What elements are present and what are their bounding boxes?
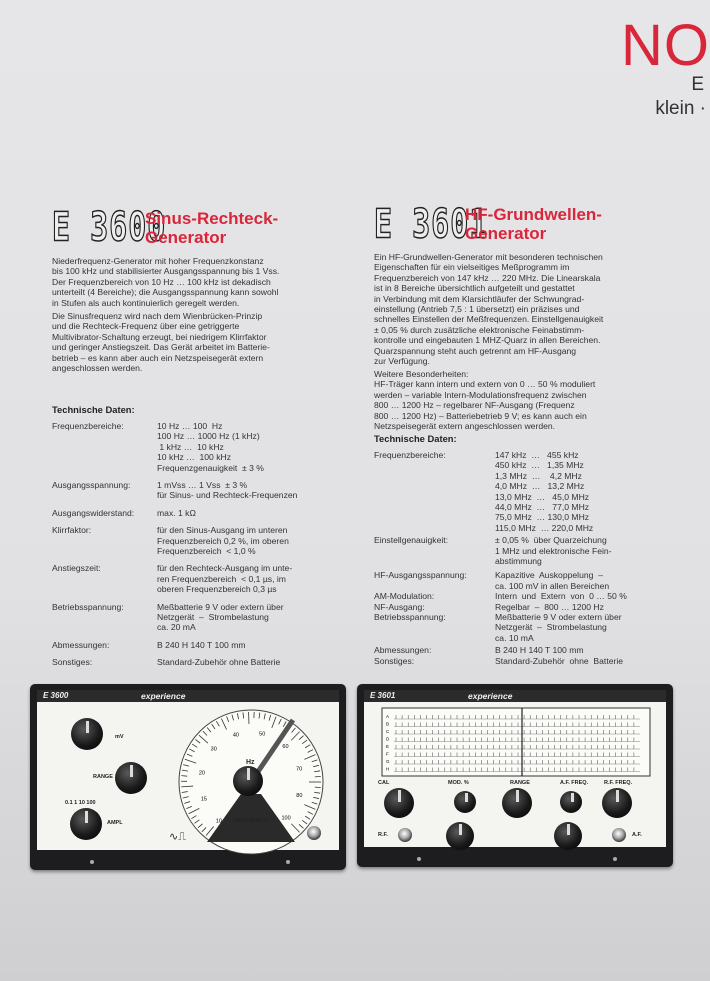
spec-label: AM-Modulation: bbox=[374, 591, 435, 602]
e3600-amplitude-knob[interactable] bbox=[70, 808, 102, 840]
e3601-range-knob[interactable] bbox=[502, 788, 532, 818]
spec-value: 10 Hz … 100 Hz bbox=[157, 421, 223, 431]
dial-number: 70 bbox=[296, 766, 303, 773]
dial-number: 15 bbox=[200, 796, 207, 803]
spec-label: Klirrfaktor: bbox=[52, 525, 92, 536]
spec-label: Frequenzbereiche: bbox=[52, 421, 124, 431]
dial-number: 100 bbox=[281, 815, 291, 822]
e3600-screw bbox=[286, 860, 290, 864]
subheading-line2-fragment: klein · bbox=[655, 98, 706, 119]
spec-value: Meßbatterie 9 V oder extern über bbox=[157, 601, 284, 612]
spec-value: Netzgerät – Strombelastung bbox=[495, 622, 607, 633]
e3601-rf-label: R.F. bbox=[378, 832, 388, 838]
spec-value: für den Rechteck-Ausgang im unte- bbox=[157, 563, 293, 574]
spec-value: 147 kHz … 455 kHz bbox=[495, 450, 579, 460]
e3600-title-line2: Generator bbox=[145, 228, 227, 247]
e3600-ampl-label: AMPL bbox=[107, 820, 123, 826]
band-letter: A bbox=[386, 714, 390, 719]
e3601-title bbox=[465, 205, 602, 243]
spec-label: Ausgangsspannung: bbox=[52, 480, 131, 490]
dial-number: 50 bbox=[259, 731, 266, 738]
e3600-front-panel bbox=[37, 690, 339, 850]
subheading-line1-fragment: E bbox=[691, 74, 704, 95]
spec-value: Frequenzgenauigkeit ± 3 % bbox=[157, 462, 264, 473]
description-line: und geringer Anstiegszeit. Das Gerät arbeitet im Batterie- bbox=[52, 342, 270, 353]
e3600-output-step-knob[interactable] bbox=[71, 718, 103, 750]
dial-number: 40 bbox=[232, 732, 239, 739]
dial-number: 60 bbox=[282, 743, 289, 750]
spec-value: 450 kHz … 1,35 MHz bbox=[495, 460, 584, 471]
band-letter: B bbox=[386, 721, 390, 727]
description-line: Ein HF-Grundwellen-Generator mit besonderen technischen bbox=[374, 252, 603, 262]
e3600-strip-brand: experience bbox=[141, 691, 186, 701]
description-line: Quarzspannung steht auch getrennt am HF-Ausgang bbox=[374, 345, 577, 356]
description-line: zur Verfügung. bbox=[374, 356, 430, 367]
e3600-output-jack[interactable] bbox=[307, 826, 321, 840]
spec-value: 75,0 MHz … 130,0 MHz bbox=[495, 512, 590, 523]
spec-value: 13,0 MHz … 45,0 MHz bbox=[495, 491, 590, 502]
spec-label: Betriebsspannung: bbox=[374, 612, 446, 622]
e3600-description-2 bbox=[52, 311, 332, 373]
e3600-range-marks: 0.1 1 10 100 bbox=[65, 800, 96, 806]
description-line: kontrolle und eingebauten 1 MHZ-Quarz in allen Bereichen. bbox=[374, 335, 601, 346]
spec-value: 1,3 MHz … 4,2 MHz bbox=[495, 470, 582, 481]
description-line: unterteilt (4 Bereiche); die Ausgangsspannung kann sowohl bbox=[52, 287, 279, 298]
dial-number: 10 bbox=[215, 818, 222, 825]
spec-value: Kapazitive Auskoppelung – bbox=[495, 570, 603, 581]
description-line: HF-Träger kann intern und extern von 0 … 50 % moduliert bbox=[374, 379, 596, 390]
e3601-mod-knob[interactable] bbox=[454, 791, 476, 813]
dial-number: 30 bbox=[210, 746, 217, 753]
description-line: und die Rechteck-Frequenz über eine getriggerte bbox=[52, 321, 240, 332]
spec-label: Einstellgenauigkeit: bbox=[374, 535, 449, 546]
e3601-description-2 bbox=[374, 369, 674, 431]
e3601-brand-strip bbox=[364, 690, 666, 702]
description-line: Die Sinusfrequenz wird nach dem Wienbrücken-Prinzip bbox=[52, 311, 263, 321]
e3600-device-photo bbox=[30, 684, 346, 870]
e3601-title-line2: Generator bbox=[465, 224, 547, 243]
e3601-cal-knob[interactable] bbox=[384, 788, 414, 818]
spec-value: 4,0 MHz … 13,2 MHz bbox=[495, 481, 585, 492]
description-line: einstellung (Antrieb 7,5 : 1 übersetzt) ein präzises und bbox=[374, 304, 580, 315]
spec-value: ca. 20 mA bbox=[157, 622, 196, 633]
e3601-output-knob[interactable] bbox=[554, 822, 582, 850]
spec-value: B 240 H 140 T 100 mm bbox=[157, 639, 246, 650]
e3601-description bbox=[374, 252, 674, 366]
spec-value: oberen Frequenzbereich 0,3 µs bbox=[157, 584, 277, 595]
e3600-range-knob[interactable] bbox=[115, 762, 147, 794]
e3601-af-freq-knob[interactable] bbox=[560, 791, 582, 813]
e3600-brand-strip bbox=[37, 690, 339, 702]
spec-value: für den Sinus-Ausgang im unteren bbox=[157, 525, 288, 536]
brand-heading-fragment: NO bbox=[621, 13, 710, 78]
e3601-rf-freq-label: R.F. FREQ. bbox=[604, 780, 633, 786]
e3600-title bbox=[145, 209, 278, 247]
e3600-waveform-switch[interactable]: ∿⎍ bbox=[169, 831, 186, 843]
spec-value: Meßbatterie 9 V oder extern über bbox=[495, 612, 622, 622]
spec-label: Sonstiges: bbox=[52, 657, 93, 668]
spec-value: Frequenzbereich 0,2 %, im oberen bbox=[157, 535, 289, 546]
spec-label: HF-Ausgangsspannung: bbox=[374, 570, 467, 581]
description-line: Der Frequenzbereich von 10 Hz … 100 kHz ist dekadisch bbox=[52, 276, 271, 287]
spec-value: ca. 10 mA bbox=[495, 632, 534, 643]
e3601-af-jack[interactable] bbox=[612, 828, 626, 842]
e3600-knob-mark: mV bbox=[115, 734, 124, 740]
spec-value: 1 mVss … 1 Vss ± 3 % bbox=[157, 480, 248, 490]
description-line: werden – variable Intern-Modulationsfrequenz zwischen bbox=[374, 389, 587, 400]
spec-label: Abmessungen: bbox=[52, 639, 110, 650]
e3601-mod-label: MOD. % bbox=[448, 780, 469, 786]
spec-value: max. 1 kΩ bbox=[157, 507, 196, 518]
e3600-model-number: E 3600 bbox=[52, 204, 167, 252]
spec-label: Sonstiges: bbox=[374, 655, 415, 666]
e3601-fine-tune-knob[interactable] bbox=[446, 822, 474, 850]
dial-tick bbox=[181, 776, 187, 777]
e3600-strip-model: E 3600 bbox=[43, 691, 69, 700]
dial-number: 20 bbox=[198, 770, 206, 777]
description-line: 800 … 1200 Hz – regelbarer NF-Ausgang (Frequenz bbox=[374, 400, 575, 411]
e3600-spec-table bbox=[52, 421, 342, 671]
e3601-cal-label: CAL bbox=[378, 780, 390, 786]
description-line: Netzspeisegerät extern angeschlossen werden. bbox=[374, 421, 556, 432]
e3601-device-photo bbox=[357, 684, 673, 867]
spec-value: 100 Hz … 1000 Hz (1 kHz) bbox=[157, 431, 260, 442]
e3600-title-line1: Sinus-Rechteck- bbox=[145, 209, 279, 228]
e3601-rf-jack[interactable] bbox=[398, 828, 412, 842]
e3600-tech-heading: Technische Daten: bbox=[52, 404, 135, 415]
e3601-screw bbox=[613, 857, 617, 861]
band-letter: D bbox=[386, 736, 390, 742]
description-line: ist in 8 Bereiche übersichtlich aufgeteilt und gestattet bbox=[374, 283, 575, 294]
spec-value: 10 kHz … 100 kHz bbox=[157, 452, 232, 463]
description-line: Frequenzbereich von 147 kHz … 220 MHz. Die Linearskala bbox=[374, 272, 601, 283]
e3600-frequency-label: FREQUENCY bbox=[233, 818, 268, 824]
description-line: in Stufen als auch kontinuierlich geregelt werden. bbox=[52, 297, 240, 308]
description-line: in Verbindung mit dem Klarsichtläufer der Schwungrad- bbox=[374, 293, 585, 304]
spec-value: B 240 H 140 T 100 mm bbox=[495, 645, 584, 656]
e3601-strip-brand: experience bbox=[468, 691, 513, 701]
description-line: angeschlossen werden. bbox=[52, 363, 143, 374]
spec-value: Regelbar – 800 … 1200 Hz bbox=[495, 601, 604, 612]
e3601-strip-model: E 3601 bbox=[370, 691, 396, 700]
e3601-af-freq-label: A.F. FREQ. bbox=[560, 780, 589, 786]
e3601-frequency-scale bbox=[382, 708, 650, 776]
e3600-range-label: RANGE bbox=[93, 774, 113, 780]
e3600-description bbox=[52, 256, 332, 308]
description-line: schnelles Einstellen der Meßfrequenzen. Einstellgenauigkeit bbox=[374, 314, 604, 325]
spec-value: für Sinus- und Rechteck-Frequenzen bbox=[157, 490, 298, 501]
spec-value: 1 kHz … 10 kHz bbox=[157, 441, 224, 452]
description-line: 800 … 1200 Hz) – Batteriebetrieb 9 V; es kann auch ein bbox=[374, 410, 587, 421]
e3601-af-label: A.F. bbox=[632, 832, 642, 838]
spec-label: Ausgangswiderstand: bbox=[52, 507, 135, 518]
description-line: bis 100 kHz und stabilisierter Ausgangsspannung bis 1 Vss. bbox=[52, 266, 280, 277]
band-letter: F bbox=[386, 751, 389, 757]
spec-label: Anstiegszeit: bbox=[52, 563, 101, 574]
e3601-tech-heading: Technische Daten: bbox=[374, 433, 457, 444]
e3601-title-line1: HF-Grundwellen- bbox=[465, 205, 602, 224]
description-line: Niederfrequenz-Generator mit hoher Frequenzkonstanz bbox=[52, 256, 264, 266]
description-line: Eigenschaften für ein vielseitiges Meßprogramm im bbox=[374, 262, 570, 273]
spec-label: NF-Ausgang: bbox=[374, 601, 425, 612]
band-letter: E bbox=[386, 744, 390, 749]
description-line: Multivibrator-Schaltung erzeugt, bei niedrigem Klirrfaktor bbox=[52, 331, 267, 342]
e3601-range-label: RANGE bbox=[510, 780, 530, 786]
spec-label: Betriebsspannung: bbox=[52, 601, 124, 612]
band-letter: G bbox=[386, 759, 390, 764]
e3601-screw bbox=[417, 857, 421, 861]
e3601-front-panel bbox=[364, 690, 666, 847]
e3601-spec-table bbox=[374, 450, 674, 665]
spec-value: 44,0 MHz … 77,0 MHz bbox=[495, 502, 590, 512]
e3600-hz-label: Hz bbox=[246, 759, 255, 766]
spec-label: Abmessungen: bbox=[374, 645, 432, 656]
description-line: ± 0,05 % durch zusätzliche elektronische Feinabstimm- bbox=[374, 324, 585, 335]
spec-value: ca. 100 mV in allen Bereichen bbox=[495, 580, 610, 591]
spec-value: Netzgerät – Strombelastung bbox=[157, 612, 269, 622]
e3600-frequency-knob[interactable] bbox=[233, 766, 263, 796]
spec-value: Standard-Zubehör ohne Batterie bbox=[495, 655, 624, 666]
e3600-screw bbox=[90, 860, 94, 864]
dial-number: 80 bbox=[296, 792, 303, 799]
spec-value: abstimmung bbox=[495, 556, 542, 566]
spec-label: Frequenzbereiche: bbox=[374, 450, 446, 460]
spec-value: 1 MHz und elektronische Fein- bbox=[495, 545, 612, 556]
spec-value: Standard-Zubehör ohne Batterie bbox=[157, 657, 281, 668]
spec-value: Frequenzbereich < 1,0 % bbox=[157, 546, 256, 556]
description-line: Weitere Besonderheiten: bbox=[374, 369, 469, 379]
e3601-rf-freq-knob[interactable] bbox=[602, 788, 632, 818]
e3601-model-number: E 3601 bbox=[374, 201, 489, 249]
band-letter: H bbox=[386, 766, 390, 772]
spec-value: Intern und Extern von 0 … 50 % bbox=[495, 591, 627, 602]
description-line: betrieb – es kann aber auch ein Netzspeisegerät extern bbox=[52, 352, 264, 363]
spec-value: 115,0 MHz … 220,0 MHz bbox=[495, 522, 594, 533]
spec-value: ± 0,05 % über Quarzeichung bbox=[495, 535, 607, 546]
band-letter: C bbox=[386, 729, 390, 734]
spec-value: ren Frequenzbereich < 0,1 µs, im bbox=[157, 573, 286, 584]
